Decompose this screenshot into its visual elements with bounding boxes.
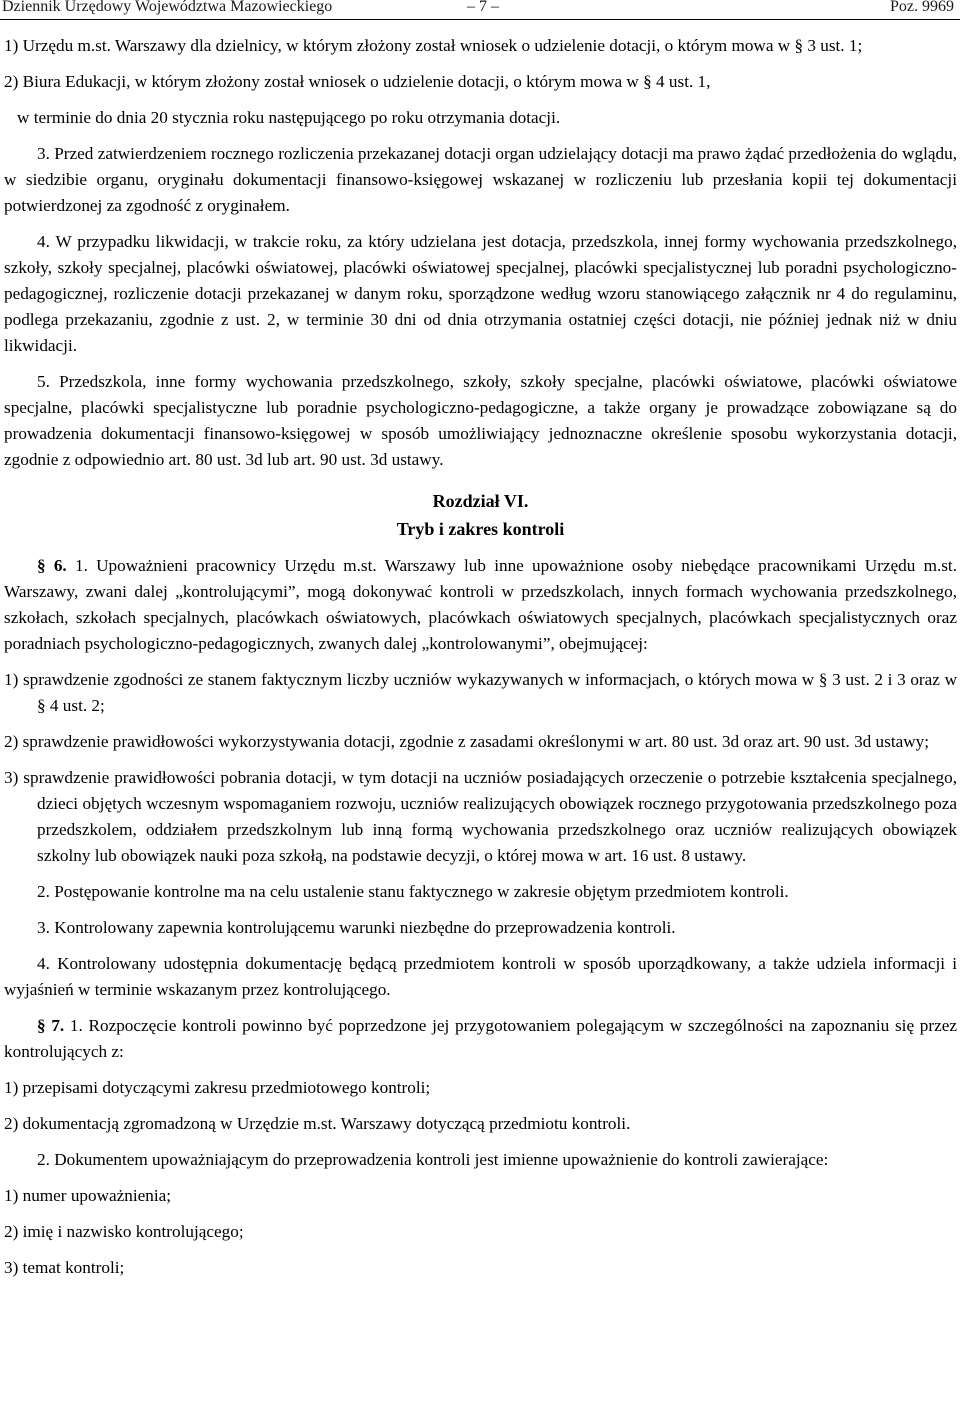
journal-title: Dziennik Urzędowy Województwa Mazowieckiego — [2, 0, 333, 15]
list-item: 2) dokumentacją zgromadzoną w Urzędzie m.st. Warszawy dotyczącą przedmiotu kontroli. — [4, 1114, 631, 1133]
list-item: 1) przepisami dotyczącymi zakresu przedmiotowego kontroli; — [4, 1078, 431, 1097]
list-item: 3) temat kontroli; — [4, 1258, 125, 1277]
list-item: 2) imię i nazwisko kontrolującego; — [4, 1222, 244, 1241]
chapter-title: Tryb i zakres kontroli — [396, 519, 565, 539]
paragraph: 5. Przedszkola, inne formy wychowania przedszkolnego, szkoły, szkoły specjalne, placówki oświatowe, placówki oświatowe specjalne, placówki specjalistyczne lub poradnie psychologiczno-pedagogiczne, a także organy je prowadzące zobowiązane są do prowadzenia dokumentacji finansowo-księgowej w sposób umożliwiający jednoznaczne określenie sposobu wykorzystania dotacji, zgodnie z odpowiednio art. 80 ust. 3d lub art. 90 ust. 3d ustawy. — [4, 372, 957, 469]
list-item: 2) sprawdzenie prawidłowości wykorzystywania dotacji, zgodnie z zasadami określonymi w art. 80 ust. 3d oraz art. 90 ust. 3d ustawy; — [4, 732, 930, 751]
section-paragraph — [4, 1013, 957, 1065]
list-item: 3) sprawdzenie prawidłowości pobrania dotacji, w tym dotacji na uczniów posiadających orzeczenie o potrzebie kształcenia specjalnego, dzieci objętych wczesnym wspomaganiem rozwoju, uczniów realizujących obowiązek rocznego przygotowania przedszkolnego poza przedszkolem, oddziałem przedszkolnym lub inną formą wychowania przedszkolnego oraz uczniów realizujących obowiązek szkolny lub obowiązek nauki poza szkołą, na podstawie decyzji, o której mowa w art. 16 ust. 8 ustawy. — [4, 768, 957, 865]
chapter-number: Rozdział VI. — [432, 491, 529, 511]
paragraph: 3. Kontrolowany zapewnia kontrolującemu warunki niezbędne do przeprowadzenia kontroli. — [37, 918, 676, 937]
paragraph: 2. Dokumentem upoważniającym do przeprowadzenia kontroli jest imienne upoważnienie do kontroli zawierające: — [37, 1150, 829, 1169]
header-divider — [0, 19, 960, 20]
paragraph-text: 1. Upoważnieni pracownicy Urzędu m.st. Warszawy lub inne upoważnione osoby niebędące pracownikami Urzędu m.st. Warszawy, zwani dalej „kontrolującymi”, mogą dokonywać kontroli w przedszkolach, innych formach wychowania przedszkolnego, szkołach, szkołach specjalnych, placówkach oświatowych, placówkach oświatowych specjalnych, placówkach specjalistycznych oraz poradniach psychologiczno-pedagogicznych, zwanych dalej „kontrolowanymi”, obejmującej: — [4, 556, 958, 653]
position-number: Poz. 9969 — [890, 0, 954, 15]
list-item: 1) numer upoważnienia; — [4, 1186, 172, 1205]
paragraph: 2. Postępowanie kontrolne ma na celu ustalenie stanu faktycznego w zakresie objętym przedmiotem kontroli. — [37, 882, 789, 901]
section-mark: § 7. — [37, 1016, 65, 1035]
list-item: 2) Biura Edukacji, w którym złożony został wniosek o udzielenie dotacji, o którym mowa w § 4 ust. 1, — [4, 72, 711, 91]
page-number: – 7 – — [467, 0, 499, 15]
list-continuation: w terminie do dnia 20 stycznia roku następującego po roku otrzymania dotacji. — [17, 108, 561, 127]
page-header — [0, 0, 960, 18]
paragraph: 3. Przed zatwierdzeniem rocznego rozliczenia przekazanej dotacji organ udzielający dotacji ma prawo żądać przedłożenia do wglądu, w siedzibie organu, oryginału dokumentacji finansowo-księgowej wskazanej w rozliczeniu lub przesłania kopii tej dokumentacji potwierdzonej za zgodność z oryginałem. — [4, 144, 957, 215]
section-paragraph — [4, 553, 957, 657]
document-body — [4, 33, 957, 1281]
paragraph: 4. Kontrolowany udostępnia dokumentację będącą przedmiotem kontroli w sposób uporządkowany, a także udziela informacji i wyjaśnień w terminie wskazanym przez kontrolującego. — [4, 954, 957, 999]
paragraph-text: 1. Rozpoczęcie kontroli powinno być poprzedzone jej przygotowaniem polegającym w szczególności na zapoznaniu się przez kontrolujących z: — [4, 1016, 957, 1061]
list-item: 1) Urzędu m.st. Warszawy dla dzielnicy, w którym złożony został wniosek o udzielenie dotacji, o którym mowa w § 3 ust. 1; — [4, 36, 863, 55]
section-mark: § 6. — [37, 556, 67, 575]
list-item: 1) sprawdzenie zgodności ze stanem faktycznym liczby uczniów wykazywanych w informacjach, o których mowa w § 3 ust. 2 i 3 oraz w § 4 ust. 2; — [4, 670, 957, 715]
paragraph: 4. W przypadku likwidacji, w trakcie roku, za który udzielana jest dotacja, przedszkola, innej formy wychowania przedszkolnego, szkoły, szkoły specjalnej, placówki oświatowej, placówki oświatowej specjalnej, placówki specjalistycznej lub poradni psychologiczno-pedagogicznej, rozliczenie dotacji przekazanej w danym roku, sporządzone według wzoru stanowiącego załącznik nr 4 do regulaminu, podlega przekazaniu, zgodnie z ust. 2, w terminie 30 dni od dnia otrzymania ostatniej części dotacji, nie później jednak niż w dniu likwidacji. — [4, 232, 957, 355]
